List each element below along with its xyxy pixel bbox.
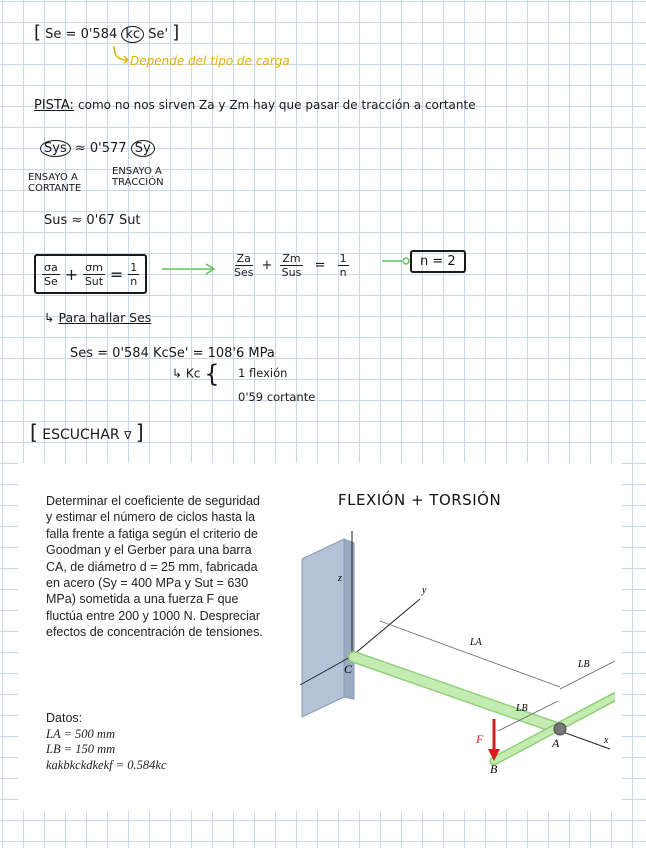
- pista-line: [34, 98, 476, 113]
- sys-circled: Sys: [40, 140, 71, 157]
- goodman-rhs-den: n: [130, 274, 138, 288]
- n-result: n = 2: [410, 250, 466, 273]
- goodman-rhs-num: 1: [130, 260, 138, 274]
- kc-cortante: 0'59 cortante: [238, 390, 316, 404]
- ses-formula: Ses = 0'584 KcSe' = 108'6 MPa: [70, 346, 275, 361]
- goodman-sa-den: Se: [43, 274, 58, 288]
- goodman-sm: [83, 261, 105, 288]
- shear-zm: [280, 252, 302, 279]
- ensayo-traccion: ENSAYO A TRACCIÓN: [112, 166, 164, 188]
- ensayo-cortante: ENSAYO A CORTANTE: [28, 172, 82, 194]
- shear-za-num: Za: [236, 252, 251, 265]
- label-c: C: [344, 662, 353, 676]
- sus-relation: Sus ≈ 0'67 Sut: [44, 213, 141, 228]
- shear-rhs: [338, 252, 349, 279]
- goodman-sm-num: σm: [85, 260, 103, 274]
- kc-note: ↳ Kc {: [172, 360, 220, 388]
- se-formula: [ Se = 0'584 kc Se' ]: [34, 22, 180, 43]
- sys-approx: ≈ 0'577: [74, 141, 127, 156]
- shear-rhs-den: n: [339, 266, 347, 279]
- kc-arrow-icon: ↳: [172, 366, 183, 381]
- joint-a: [554, 723, 566, 735]
- shear-za: [234, 252, 253, 279]
- shear-zm-den: Sus: [281, 266, 302, 279]
- kc-label: Kc: [185, 366, 201, 381]
- problem-statement: Determinar el coeficiente de seguridad y estimar el número de ciclos hasta la falla frente a fatiga según el criterio de Goodman y el Gerber para una barra CA, de diámetro d = 25 mm, fabricada en acero (Sy = 400 MPa y Sut = 630 MPa) sometida a una fuerza F que fluctúa entre 200 y 1000 N. Despreciar efectos de concentración de tensiones.: [46, 494, 263, 640]
- se-prime: Se': [148, 27, 169, 42]
- se-formula-text: Se = 0'584: [45, 27, 118, 42]
- wall-face: [302, 539, 344, 717]
- axis-y-line: [352, 599, 420, 656]
- para-hallar: [44, 310, 151, 325]
- pista-label: PISTA:: [34, 98, 74, 113]
- kc-flexion: 1 flexión: [238, 366, 288, 380]
- shear-rhs-num: 1: [339, 252, 347, 265]
- escuchar-text: ESCUCHAR: [42, 427, 120, 443]
- goodman-rhs: [128, 261, 139, 288]
- shear-zm-num: Zm: [282, 252, 301, 265]
- goodman-sa: [42, 261, 60, 288]
- sy-circled: Sy: [131, 140, 155, 157]
- pista-text: como no nos sirven Za y Zm hay que pasar de tracción a cortante: [78, 98, 476, 112]
- datos-la: LA = 500 mm: [46, 726, 115, 741]
- label-lb2: LB: [516, 703, 528, 714]
- escuchar-note: [ ESCUCHAR ∇ ]: [30, 420, 144, 444]
- label-x: x: [604, 735, 609, 746]
- headphones-icon: ∇: [124, 429, 132, 442]
- label-z: z: [338, 573, 342, 584]
- green-arrow-small-icon: [380, 254, 410, 268]
- goodman-equation: $\frac{\sigma a}{Se}$ + $\frac{\sigma m}{\text{Sut}}$ = $\frac{1}{n}$: [34, 254, 147, 294]
- green-arrow-icon: [160, 262, 220, 276]
- label-a: A: [552, 736, 560, 750]
- panel-title: FLEXIÓN + TORSIÓN: [338, 491, 502, 509]
- shear-equation: $\frac{Za}{\text{Ses}}$ + $\frac{Zm}{\text{Sus}}$ = $\frac{1}{n}$: [234, 252, 347, 279]
- label-b: B: [490, 762, 498, 776]
- goodman-sa-num: σa: [44, 260, 58, 274]
- beam-figure: [270, 521, 615, 781]
- label-lb: LB: [578, 659, 590, 670]
- datos-lb: LB = 150 mm: [46, 742, 116, 757]
- datos-k-product: kakbkckdkekf = 0.584kc: [46, 757, 167, 772]
- hint-arrow-icon: [110, 44, 132, 66]
- bar-ca-fill: [354, 657, 560, 729]
- para-hallar-text: Para hallar Ses: [58, 310, 152, 325]
- shear-za-den: Ses: [234, 266, 254, 279]
- datos-label: Datos:: [46, 711, 83, 725]
- label-f: F: [476, 732, 484, 746]
- label-la: LA: [470, 637, 482, 648]
- kc-circled: kc: [121, 26, 144, 43]
- data-block: [46, 711, 276, 773]
- sys-relation: [40, 140, 155, 157]
- se-hint: Depende del tipo de carga: [130, 54, 290, 68]
- para-hallar-arrow-icon: ↳: [44, 310, 55, 325]
- goodman-sm-den: Sut: [84, 274, 104, 288]
- problem-panel: [18, 463, 622, 811]
- label-y: y: [422, 585, 427, 596]
